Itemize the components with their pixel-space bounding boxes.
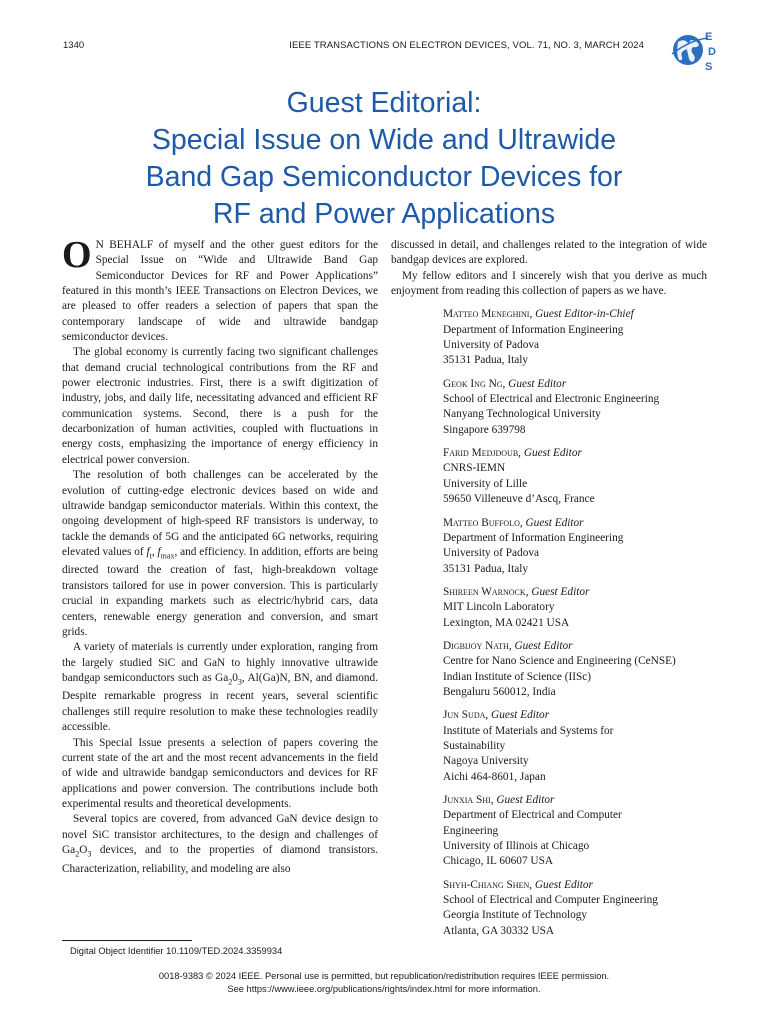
editor-affiliation-line: Department of Information Engineering	[443, 323, 624, 336]
editor-affiliation-line: CNRS-IEMN	[443, 462, 506, 475]
editor-heading: Digbijoy Nath, Guest Editor	[443, 639, 573, 652]
editor-block	[443, 793, 707, 870]
eds-logo	[670, 28, 718, 74]
editor-affiliation-line: Chicago, IL 60607 USA	[443, 855, 554, 868]
paragraph-continued: discussed in detail, and challenges related to the integration of wide bandgap devices are explored.	[391, 239, 707, 267]
editor-name: Matteo Buffolo	[443, 516, 520, 529]
editor-affiliation-line: Bengaluru 560012, India	[443, 685, 556, 698]
editor-affiliation-line: Nagoya University	[443, 755, 529, 768]
article-title	[60, 85, 708, 233]
editor-affiliation-line: Lexington, MA 02421 USA	[443, 616, 570, 629]
paragraph-3: The resolution of both challenges can be accelerated by the evolution of cutting-edge electronic devices based on wide and ultrawide bandgap semiconductor materials. Within this context, the ongoing development of high-speed RF transistors is underway, to tackle the demands of 5G and the anticipated 6G networks, requiring elevated values of $f_t$, $f_{max}$, and efficiency. In addition, efforts are being directed toward the creation of fast, high-breakdown voltage transistors tailored for use in power conversion. This is particularly crucial in expanding markets such as electric/hybrid cars, data centers, renewable energy generation and conversion, and smart grids.	[62, 469, 379, 638]
paragraph-closing: My fellow editors and I sincerely wish that you derive as much enjoyment from reading this collection of papers as we have.	[391, 269, 707, 298]
editor-name: Geok Ing Ng	[443, 377, 503, 390]
editor-heading: Shireen Warnock, Guest Editor	[443, 585, 590, 598]
editor-affiliation-line: Atlanta, GA 30332 USA	[443, 924, 555, 937]
editor-affiliation-line: Centre for Nano Science and Engineering (CeNSE)	[443, 655, 676, 668]
editor-affiliation-line: School of Electrical and Electronic Engineering	[443, 393, 660, 406]
editor-role: Guest Editor	[523, 447, 582, 460]
drop-cap: O	[62, 234, 92, 276]
editor-block	[443, 639, 707, 700]
editor-name: Junxia Shi	[443, 794, 491, 806]
editor-affiliation-line: Indian Institute of Science (IISc)	[443, 670, 592, 683]
copyright-notice	[0, 970, 768, 995]
editor-heading: Jun Suda, Guest Editor	[443, 709, 550, 722]
logo-letter-s: S	[705, 61, 713, 73]
editor-affiliation-line: University of Padova	[443, 547, 540, 560]
editor-affiliation-line: Engineering	[443, 824, 499, 837]
editor-heading: Farid Medjdoub, Guest Editor	[443, 447, 582, 460]
editor-affiliation-line: University of Lille	[443, 477, 528, 490]
editor-role: Guest Editor	[496, 794, 555, 806]
editor-block	[443, 585, 707, 631]
editor-affiliation-line: 59650 Villeneuve d’Ascq, France	[443, 493, 595, 506]
title-line: Special Issue on Wide and Ultrawide	[151, 124, 617, 156]
editor-affiliation-line: 35131 Padua, Italy	[443, 562, 529, 575]
lead-words: N BEHALF	[95, 239, 154, 251]
copyright-line: 0018-9383 © 2024 IEEE. Personal use is permitted, but republication/redistribution requires IEEE permission.	[158, 971, 610, 981]
editor-role: Guest Editor	[534, 878, 593, 891]
logo-letter-d: D	[708, 46, 716, 58]
editor-block	[443, 878, 707, 939]
editor-role: Guest Editor	[514, 639, 573, 652]
editor-heading: Matteo Buffolo, Guest Editor	[443, 516, 584, 529]
editor-affiliation-line: Institute of Materials and Systems for	[443, 724, 614, 737]
editor-name: Digbijoy Nath	[443, 639, 509, 652]
left-column	[62, 234, 379, 877]
editor-affiliation-line: Sustainability	[443, 739, 506, 752]
editor-role: Guest Editor	[508, 377, 567, 390]
editor-block	[443, 446, 707, 507]
editor-affiliation-line: Aichi 464-8601, Japan	[443, 770, 546, 783]
editor-role: Guest Editor	[491, 709, 550, 722]
editor-affiliation-line: School of Electrical and Computer Engineering	[443, 894, 658, 907]
editor-affiliation-line: Department of Electrical and Computer	[443, 809, 622, 822]
logo-letter-e: E	[705, 31, 713, 43]
title-line: Guest Editorial:	[286, 87, 482, 119]
editor-affiliation-line: Georgia Institute of Technology	[443, 909, 588, 922]
editor-list	[391, 307, 707, 939]
paragraph-2: The global economy is currently facing two significant challenges that demand crucial technological contributions from the RF and power electronic industries. First, there is a swift digitization of industry, jobs, and daily life, necessitating advanced and efficient RF communication systems. Second, there is a push for the decarbonization of human activities, coupled with fluctuations in energy costs, emphasizing the importance of energy efficiency in electrical power conversion.	[62, 346, 378, 466]
editor-heading: Junxia Shi, Guest Editor	[443, 794, 555, 806]
title-line: RF and Power Applications	[212, 198, 556, 230]
editor-affiliation-line: 35131 Padua, Italy	[443, 354, 529, 367]
page-number: 1340	[63, 40, 85, 51]
paragraph-4: A variety of materials is currently under exploration, ranging from the largely studied SiC and GaN to highly innovative ultrawide bandgap semiconductors such as $Ga_20_3$, Al(Ga)N, BN, and diamond. Despite remarkable progress in recent years, several scientific challenges still require resolution to make these technologies readily accessible.	[62, 641, 378, 734]
editor-block	[443, 516, 707, 577]
paragraph-5: This Special Issue presents a selection of papers covering the current state of the art and the most recent advancements in the field of wide and ultrawide bandgap semiconductors and devices for RF applications and power conversion. The contributions include both experimental results and theoretical developments.	[62, 736, 378, 810]
editor-affiliation-line: Singapore 639798	[443, 423, 526, 436]
editor-affiliation-line: Department of Information Engineering	[443, 531, 624, 544]
editor-role: Guest Editor	[525, 516, 584, 529]
editor-affiliation-line: University of Padova	[443, 339, 540, 352]
editor-block	[443, 307, 707, 368]
editor-affiliation-line: MIT Lincoln Laboratory	[443, 601, 555, 614]
editor-affiliation-line: Nanyang Technological University	[443, 408, 601, 421]
editor-heading: Matteo Meneghini, Guest Editor-in-Chief	[443, 308, 634, 321]
editor-name: Shireen Warnock	[443, 585, 526, 598]
editor-affiliation-line: University of Illinois at Chicago	[443, 840, 590, 853]
doi-footnote: Digital Object Identifier 10.1109/TED.2024.3359934	[70, 946, 283, 956]
editor-name: Jun Suda	[443, 709, 486, 722]
paragraph-6: Several topics are covered, from advanced GaN device design to novel SiC transistor architectures, to the design and challenges of $Ga_2O_3$ devices, and to the properties of diamond transistors. Characterization, reliability, and modeling are also	[62, 813, 378, 875]
editor-heading: Geok Ing Ng, Guest Editor	[443, 377, 567, 390]
editor-name: Farid Medjdoub	[443, 447, 519, 460]
editor-role: Guest Editor-in-Chief	[535, 308, 634, 321]
right-column	[391, 238, 707, 939]
editor-name: Matteo Meneghini	[443, 308, 530, 321]
footnote-divider	[62, 940, 192, 941]
editor-block	[443, 377, 707, 438]
editor-block	[443, 708, 707, 785]
editor-role: Guest Editor	[531, 585, 590, 598]
title-line: Band Gap Semiconductor Devices for	[145, 161, 623, 193]
paragraph-1: O N BEHALF of myself and the other guest editors for the Special Issue on “Wide and Ultrawide Band Gap Semiconductor Devices for RF and Power Applications” featured in this month’s IEEE Transactions on Electron Devices, we are pleased to offer readers a selection of papers that span the contemporary landscape of wide and ultrawide bandgap semiconductor devices.	[62, 234, 378, 344]
copyright-line: See https://www.ieee.org/publications/rights/index.html for more information.	[227, 983, 541, 994]
editor-name: Shyh-Chiang Shen	[443, 878, 530, 891]
journal-header: IEEE TRANSACTIONS ON ELECTRON DEVICES, VOL. 71, NO. 3, MARCH 2024	[289, 40, 644, 51]
editor-heading: Shyh-Chiang Shen, Guest Editor	[443, 878, 593, 891]
